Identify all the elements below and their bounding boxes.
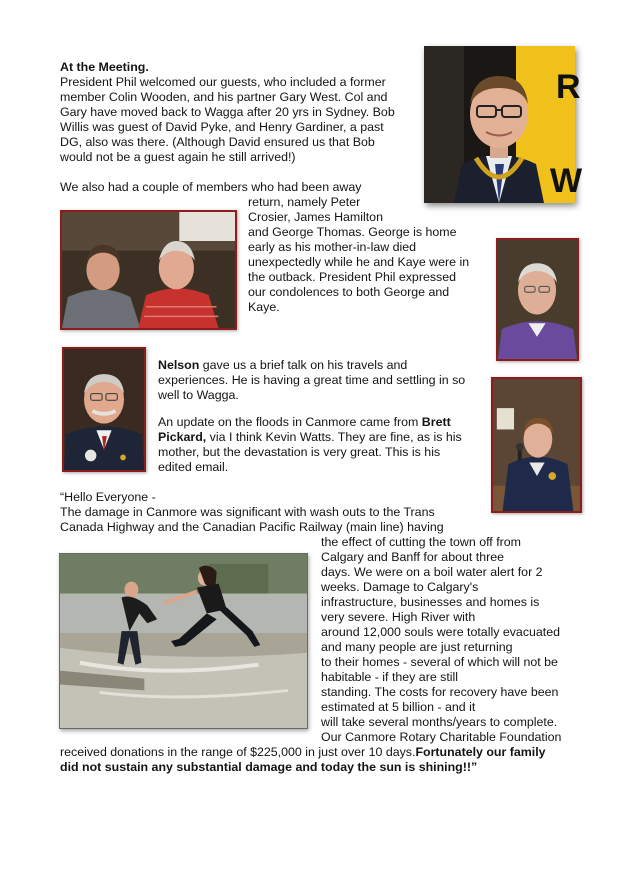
members-line: We also had a couple of members who had been away (60, 180, 362, 194)
email-line: to their homes - several of which will not be (321, 655, 558, 669)
meeting-line: President Phil welcomed our guests, who included a former (60, 75, 386, 89)
members-line: early as his mother-in-law died (248, 240, 417, 254)
email-line: estimated at 5 billion - and it (321, 700, 476, 714)
members-line: and George Thomas. George is home (248, 225, 457, 239)
photo-president-phil (424, 46, 583, 203)
email-line: days. We were on a boil water alert for 2 (321, 565, 543, 579)
floods-line: edited email. (158, 460, 229, 474)
email-closing: did not sustain any substantial damage and today the sun is shining!!” (60, 760, 478, 774)
email-line: will take several months/years to complete. (321, 715, 558, 729)
pickard-name: Pickard, (158, 430, 207, 444)
meeting-line: member Colin Wooden, and his partner Gary West. Col and (60, 90, 388, 104)
email-line: The damage in Canmore was significant with wash outs to the Trans (60, 505, 435, 519)
meeting-line: Willis was guest of David Pyke, and Henry Gardiner, a past (60, 120, 384, 134)
meeting-line: Gary have moved back to Wagga after 20 yrs in Sydney. Bob (60, 105, 395, 119)
brett-name: Brett (421, 415, 451, 429)
photo-flood-street (59, 553, 308, 729)
email-line: very severe. High River with (321, 610, 476, 624)
email-line: Canada Highway and the Canadian Pacific Railway (main line) having (60, 520, 444, 534)
email-line: weeks. Damage to Calgary's (321, 580, 479, 594)
members-line: our condolences to both George and (248, 285, 450, 299)
floods-line: mother, but the devastation is very great. This is his (158, 445, 441, 459)
floods-line-2: Pickard, via I think Kevin Watts. They are fine, as is his (158, 430, 462, 444)
email-line: “Hello Everyone - (60, 490, 156, 504)
meeting-line: would not be a guest again he still arrived!) (60, 150, 296, 164)
email-line: and many people are just returning (321, 640, 513, 654)
email-line: Our Canmore Rotary Charitable Foundation (321, 730, 562, 744)
members-line: unexpectedly while he and Kaye were in (248, 255, 470, 269)
nelson-name: Nelson (158, 358, 200, 372)
photo-george (496, 238, 579, 361)
members-line: return, namely Peter (248, 195, 361, 209)
members-line: Kaye. (248, 300, 280, 314)
email-line-donations: received donations in the range of $225,000 in just over 10 days.Fortunately our family (60, 745, 546, 759)
email-line: the effect of cutting the town off from (321, 535, 521, 549)
email-line: habitable - if they are still (321, 670, 459, 684)
sign-letter-r: R (556, 68, 581, 106)
photo-nelson (62, 347, 146, 472)
photo-brett (491, 377, 582, 513)
email-line: around 12,000 souls were totally evacuated (321, 625, 561, 639)
meeting-line: DG, also was there. (Although David ensured us that Bob (60, 135, 375, 149)
photo-two-members (60, 210, 237, 330)
floods-line-1: An update on the floods in Canmore came from Brett (158, 415, 451, 429)
meeting-heading: At the Meeting. (60, 60, 149, 74)
members-line: the outback. President Phil expressed (248, 270, 457, 284)
email-line: infrastructure, businesses and homes is (321, 595, 540, 609)
email-line: Calgary and Banff for about three (321, 550, 504, 564)
nelson-line: well to Wagga. (158, 388, 239, 402)
nelson-line-1: Nelson gave us a brief talk on his travels and (158, 358, 408, 372)
sign-letter-w: W (550, 162, 583, 200)
members-line: Crosier, James Hamilton (248, 210, 383, 224)
nelson-line: experiences. He is having a great time and settling in so (158, 373, 466, 387)
email-line: standing. The costs for recovery have been (321, 685, 559, 699)
